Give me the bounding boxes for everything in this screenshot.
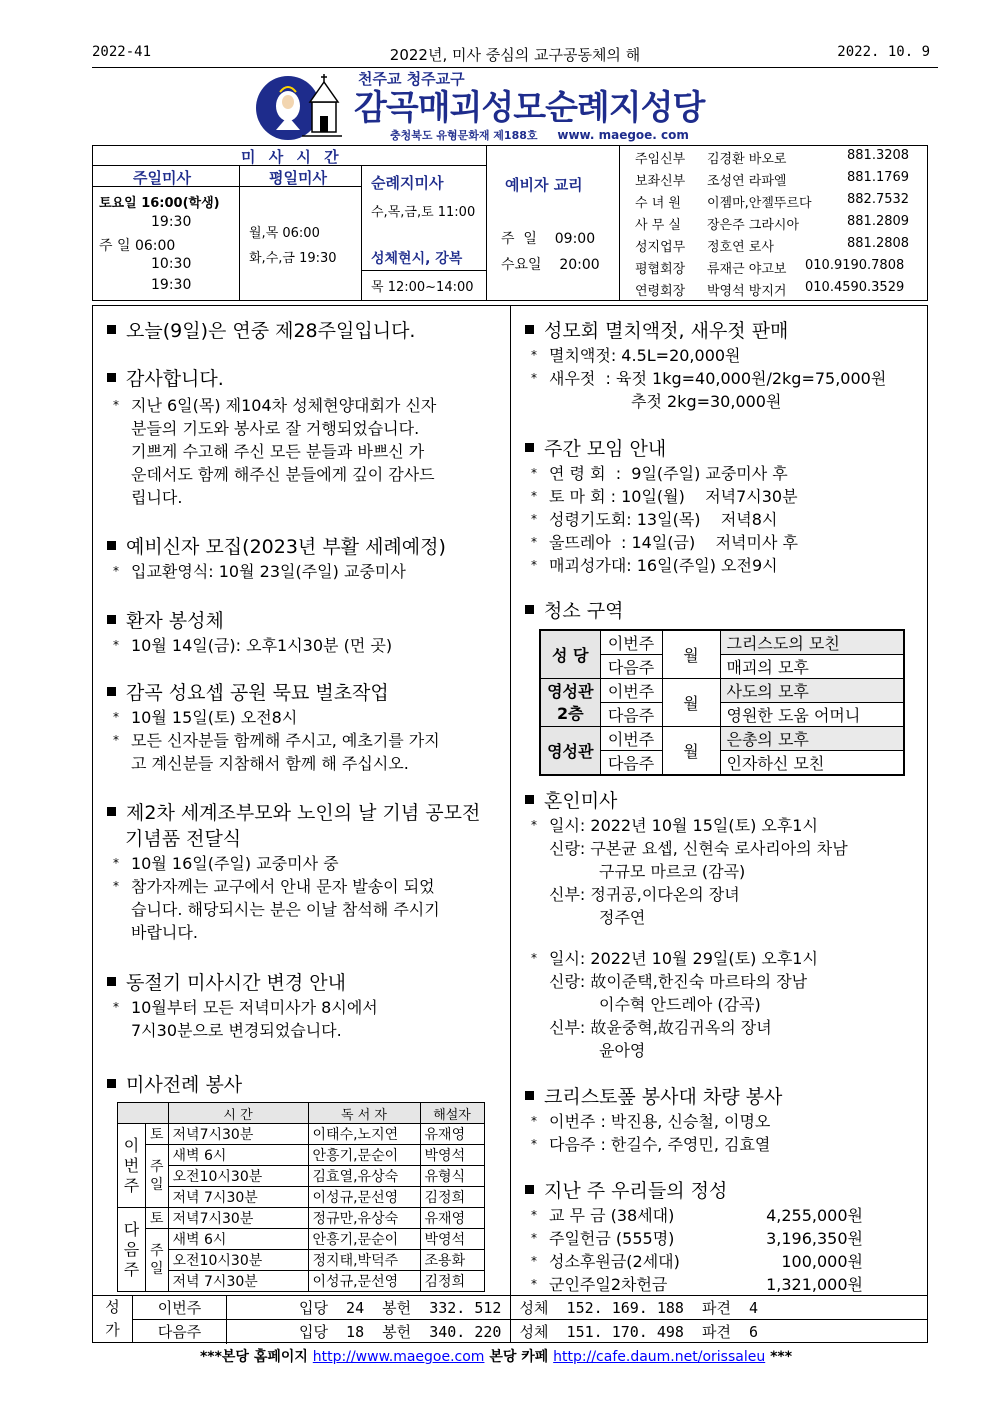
section-title: 미사전례 봉사 [107, 1072, 502, 1098]
offering-row: * 군인주일2차헌금 1,321,000원 [531, 1275, 863, 1294]
table-row: 영성관 2층 이번주 월 사도의 모후 [540, 679, 904, 703]
sick-communion-section [107, 608, 502, 657]
section-title: 감사합니다. [107, 366, 502, 392]
cafe-link[interactable]: http://cafe.daum.net/orissaleu [553, 1349, 766, 1365]
list-item: * 성령기도회: 13일(목) 저녁8시 [531, 510, 778, 529]
winter-schedule-section [107, 970, 502, 1042]
header-commentator: 해설자 [420, 1103, 484, 1124]
table-row: 다음주 인자하신 모친 [540, 751, 904, 776]
list-item: * 입교환영식: 10월 23일(주일) 교중미사 [113, 562, 406, 581]
website-text: www. maegoe. com [557, 128, 689, 142]
list-item: 습니다. 해당되시는 분은 이날 참석해 주시기 [131, 900, 440, 919]
sunday-mass-label: 주일미사 [133, 169, 191, 187]
weekday-time-2: 화,수,금 19:30 [249, 251, 337, 266]
offering-row: * 성소후원금(2세대) 100,000원 [531, 1252, 863, 1271]
wedding-bride-name: 정주연 [599, 908, 646, 927]
header-time: 시 간 [168, 1103, 308, 1124]
pilgrim-time: 수,목,금,토 11:00 [371, 205, 476, 220]
adoration-label: 성체현시, 강복 [371, 251, 463, 267]
section-title: 감곡 성요셉 공원 묵묘 벌초작업 [107, 680, 502, 706]
list-item: * 지난 6일(목) 제104차 성체현양대회가 신자 [113, 396, 437, 415]
sunday-time-5: 19:30 [151, 277, 192, 293]
pilgrim-mass-label: 순례지미사 [371, 174, 444, 192]
wedding-section [525, 788, 921, 1062]
hymns-box [92, 1295, 928, 1343]
list-item: 운데서도 함께 해주신 분들에게 깊이 감사드 [131, 465, 435, 484]
heritage-label: 충청북도 유형문화재 제188호 [390, 129, 538, 142]
wedding-groom: 신랑: 구본균 요셉, 신현숙 로사리아의 차남 [549, 839, 848, 858]
year-theme: 2022년, 미사 중심의 교구공동체의 해 [389, 46, 641, 64]
footer [0, 1346, 992, 1366]
hymns-this-label: 이번주 [133, 1296, 227, 1320]
sunday-label: 주일 [146, 1145, 169, 1208]
wedding-bride: 신부: 故윤중혁,故김귀옥의 장녀 [549, 1018, 772, 1037]
cleaning-section [525, 598, 921, 624]
hymns-next-label: 다음주 [133, 1320, 227, 1344]
sunday-time-3: 주 일 06:00 [99, 238, 176, 254]
list-item: * 모든 신자분들 함께해 주시고, 예초기를 가지 [113, 731, 440, 750]
wedding-groom-name: 이수혁 안드레아 (감곡) [599, 995, 761, 1014]
wedding-bride-name: 윤아영 [599, 1041, 646, 1060]
catechumen-section [107, 534, 502, 583]
grandparents-section [107, 800, 502, 944]
wedding-bride: 신부: 정귀공,이다온의 장녀 [549, 885, 740, 904]
cafe-label: 본당 카페 [484, 1349, 554, 1365]
list-item: * 새우젓 : 육젓 1kg=40,000원/2kg=75,000원 [531, 369, 887, 388]
list-item: * 매괴성가대: 16일(주일) 오전9시 [531, 556, 778, 575]
offering-row: * 주일헌금 (555명) 3,196,350원 [531, 1229, 863, 1248]
sunday-time-1: 토요일 16:00(학생) [99, 196, 220, 211]
offerings-section [525, 1178, 921, 1296]
sunday-time-4: 10:30 [151, 256, 192, 272]
weekday-mass-label: 평일미사 [269, 169, 327, 187]
sale-section [525, 318, 921, 413]
masthead [250, 68, 770, 144]
section-title: 청소 구역 [525, 598, 921, 624]
today-section [107, 318, 502, 344]
list-item: 추젓 2kg=30,000원 [631, 392, 782, 411]
section-title: 오늘(9일)은 연중 제28주일입니다. [107, 318, 502, 344]
wedding-groom-name: 구규모 마르코 (감곡) [599, 862, 746, 881]
hymns-label: 성가 [93, 1296, 133, 1342]
table-row: 저녁 7시30분 이성규,문선영 김정희 [118, 1271, 485, 1292]
diocese-name: 천주교 청주교구 [358, 70, 465, 88]
weekday-time-1: 월,목 06:00 [249, 226, 320, 241]
section-title: 혼인미사 [525, 788, 921, 814]
list-item: 바랍니다. [131, 923, 198, 942]
list-item: * 10월부터 모든 저녁미사가 8시에서 [113, 998, 378, 1017]
list-item: 기쁘게 수고해 주신 모든 분들과 바쁘신 가 [131, 442, 425, 461]
section-title: 제2차 세계조부모와 노인의 날 기념 공모전 [107, 800, 502, 826]
sunday-time-2: 19:30 [151, 214, 192, 230]
table-row: 다음주 매괴의 모후 [540, 655, 904, 679]
table-row: 주일 새벽 6시 안흥기,문순이 박영석 [118, 1145, 485, 1166]
liturgy-service-section [107, 1072, 502, 1098]
list-item: * 다음주 : 한길수, 주영민, 김효열 [531, 1135, 771, 1154]
right-column [511, 306, 929, 1342]
sunday-label: 주일 [146, 1229, 169, 1292]
heritage-line [390, 127, 774, 143]
table-row: 다음주 영원한 도움 어머니 [540, 703, 904, 727]
cleaning-table [539, 629, 905, 776]
list-item: * 10월 14일(금): 오후1시30분 (먼 곳) [113, 636, 393, 655]
list-item: 분들의 기도와 봉사로 잘 거행되었습니다. [131, 419, 420, 438]
table-row: 저녁 7시30분 이성규,문선영 김정희 [118, 1187, 485, 1208]
section-title: 주간 모임 안내 [525, 436, 921, 462]
list-item: * 이번주 : 박진용, 신승철, 이명오 [531, 1112, 771, 1131]
issue-number: 2022-41 [92, 44, 152, 60]
footer-prefix: ***본당 홈페이지 [199, 1349, 313, 1365]
catechumen-label: 예비자 교리 [505, 176, 583, 194]
cemetery-section [107, 680, 502, 775]
parish-name: 감곡매괴성모순례지성당 [354, 88, 705, 128]
section-title-cont: 기념품 전달식 [125, 828, 242, 850]
section-title: 크리스토퐆 봉사대 차량 봉사 [525, 1084, 921, 1110]
main-content [92, 305, 928, 1343]
section-title: 성모회 멸치액젓, 새우젓 판매 [525, 318, 921, 344]
list-item: * 멸치액젓: 4.5L=20,000원 [531, 346, 741, 365]
thanks-section [107, 366, 502, 509]
table-row: 다음주 토 저녁7시30분 정규만,유상숙 유재영 [118, 1208, 485, 1229]
list-item: * 일시: 2022년 10월 15일(토) 오후1시 [531, 816, 818, 835]
list-item: * 10월 16일(주일) 교중미사 중 [113, 854, 339, 873]
weekly-meetings-section [525, 436, 921, 577]
list-item: * 토 마 회 : 10일(월) 저녁7시30분 [531, 487, 798, 506]
list-item: * 일시: 2022년 10월 29일(토) 오후1시 [531, 949, 818, 968]
table-row: 오전10시30분 김효열,유상숙 유형식 [118, 1166, 485, 1187]
catechumen-time-1: 주 일 09:00 [501, 231, 596, 247]
issue-date: 2022. 10. 9 [837, 44, 930, 60]
table-row: 오전10시30분 정지태,박덕주 조용화 [118, 1250, 485, 1271]
section-title: 예비신자 모집(2023년 부활 세례예정) [107, 534, 502, 560]
saturday-label: 토 [146, 1124, 169, 1145]
homepage-link[interactable]: http://www.maegoe.com [312, 1349, 485, 1365]
left-column [93, 306, 511, 1342]
section-title: 환자 봉성체 [107, 608, 502, 634]
wedding-groom: 신랑: 故이준택,한진숙 마르타의 장남 [549, 972, 808, 991]
vehicle-service-section [525, 1084, 921, 1156]
footer-suffix: *** [765, 1349, 793, 1365]
offering-row: * 교 무 금 (38세대) 4,255,000원 [531, 1206, 863, 1225]
liturgy-service-table [117, 1102, 485, 1292]
list-item: 7시30분으로 변경되었습니다. [131, 1021, 342, 1040]
catechumen-time-2: 수요일 20:00 [501, 257, 600, 273]
table-row: 주일 새벽 6시 안흥기,문순이 박영석 [118, 1229, 485, 1250]
list-item: 립니다. [131, 488, 183, 507]
list-item: * 참가자께는 교구에서 안내 문자 발송이 되었 [113, 877, 435, 896]
hymns-next: 입당 18 봉헌 340. 220 성체 151. 170. 498 파견 6 [299, 1323, 759, 1341]
adoration-time: 목 12:00~14:00 [371, 280, 474, 295]
list-item: * 10월 15일(토) 오전8시 [113, 708, 298, 727]
table-row: 성 당 이번주 월 그리스도의 모친 [540, 630, 904, 655]
section-title: 동절기 미사시간 변경 안내 [107, 970, 502, 996]
list-item: 고 계신분들 지참해서 함께 해 주십시오. [131, 754, 409, 773]
this-week-label: 이번주 [118, 1124, 146, 1208]
header-readers: 독 서 자 [308, 1103, 420, 1124]
next-week-label: 다음주 [118, 1208, 146, 1292]
hymns-this: 입당 24 봉헌 332. 512 성체 152. 169. 188 파견 4 [299, 1299, 759, 1317]
info-box: 미 사 시 간 주일미사 평일미사 순례지미사 예비자 교리 토요일 16:00(학생) 19:30 주 일 06:00 10:30 19:30 월,목 06:00 화,수,금 19:30 수,목,금,토 11:00 성체현시, 강복 목 12:00~14:00 주 일 09:00 수요일 20:00 주임신부 김경환 바오로 881.3208 보좌신부 조성연 라파엘 881.1769 수 녀 원 이젬마,안젤뚜르다 882.7532 사 무 실 장은주 그라시아 881.2809 성지업무 정호연 로사 881.2808 평협회장 류재근 야고보 010.9190.7808 연령회장 박영석 방지거 010.4590.3529 [92, 145, 928, 301]
list-item: * 울뜨레아 : 14일(금) 저녁미사 후 [531, 533, 798, 552]
mass-times-title: 미 사 시 간 [241, 148, 343, 166]
top-bar [92, 44, 938, 68]
section-title: 지난 주 우리들의 정성 [525, 1178, 921, 1204]
table-row: 영성관 이번주 월 은총의 모후 [540, 727, 904, 751]
virgin-mary-church-logo-icon [250, 72, 346, 142]
saturday-label: 토 [146, 1208, 169, 1229]
table-row: 이번주 토 저녁7시30분 이태수,노지연 유재영 [118, 1124, 485, 1145]
list-item: * 연 령 회 : 9일(주일) 교중미사 후 [531, 464, 788, 483]
